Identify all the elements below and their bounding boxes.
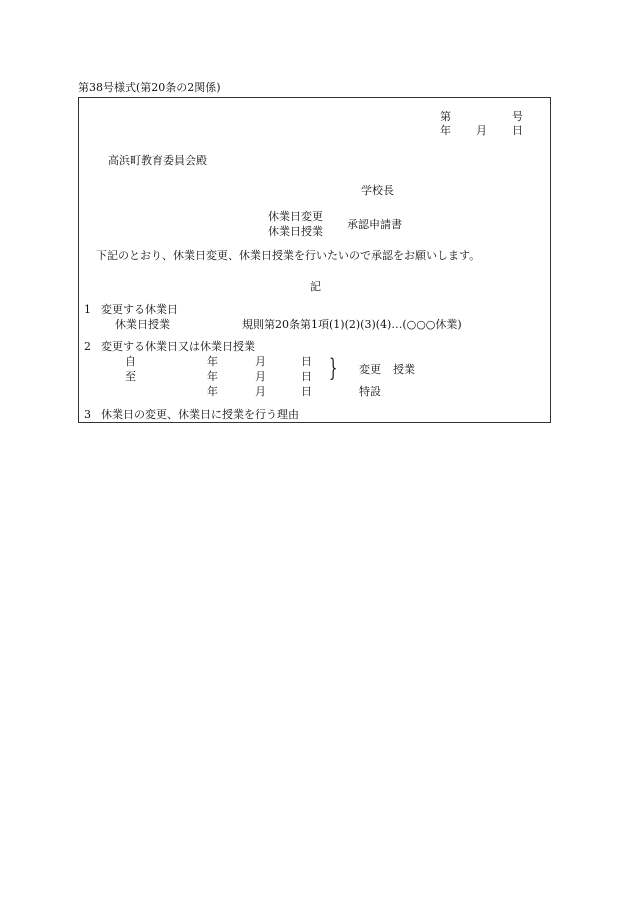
date-year: 年 bbox=[440, 124, 451, 137]
date-day: 日 bbox=[512, 124, 523, 137]
section1-heading: 変更する休業日 bbox=[101, 303, 178, 316]
number-dai: 第 bbox=[440, 110, 451, 123]
extra-month: 月 bbox=[255, 385, 266, 398]
option-class: 授業 bbox=[393, 363, 415, 376]
from-label: 自 bbox=[125, 355, 136, 368]
section1-number: 1 bbox=[84, 303, 91, 316]
title-option-change: 休業日変更 bbox=[268, 210, 323, 223]
section2-heading: 変更する休業日又は休業日授業 bbox=[101, 340, 255, 353]
section3-heading: 休業日の変更、休業日に授業を行う理由 bbox=[101, 408, 299, 421]
extra-day: 日 bbox=[301, 385, 312, 398]
section3-number: 3 bbox=[84, 408, 91, 421]
option-special: 特設 bbox=[359, 385, 381, 398]
to-month: 月 bbox=[255, 370, 266, 383]
option-change: 変更 bbox=[359, 363, 381, 376]
form-number: 第38号様式(第20条の2関係) bbox=[78, 81, 221, 94]
number-go: 号 bbox=[512, 110, 523, 123]
extra-year: 年 bbox=[207, 385, 218, 398]
from-day: 日 bbox=[301, 355, 312, 368]
title-option-class: 休業日授業 bbox=[268, 225, 323, 238]
to-day: 日 bbox=[301, 370, 312, 383]
date-month: 月 bbox=[476, 124, 487, 137]
to-year: 年 bbox=[207, 370, 218, 383]
to-label: 至 bbox=[125, 370, 136, 383]
recipient: 高浜町教育委員会殿 bbox=[108, 154, 207, 167]
section2-number: 2 bbox=[84, 340, 91, 353]
body-text: 下記のとおり、休業日変更、休業日授業を行いたいので承認をお願いします。 bbox=[96, 249, 481, 262]
from-month: 月 bbox=[255, 355, 266, 368]
sender: 学校長 bbox=[361, 184, 394, 197]
from-year: 年 bbox=[207, 355, 218, 368]
section1-item-label: 休業日授業 bbox=[115, 318, 170, 331]
title-suffix: 承認申請書 bbox=[347, 218, 402, 231]
ki-heading: 記 bbox=[310, 280, 321, 293]
right-brace-icon: } bbox=[329, 354, 338, 382]
section1-item-value: 規則第20条第1項(1)(2)(3)(4)…(○○○休業) bbox=[242, 318, 462, 331]
